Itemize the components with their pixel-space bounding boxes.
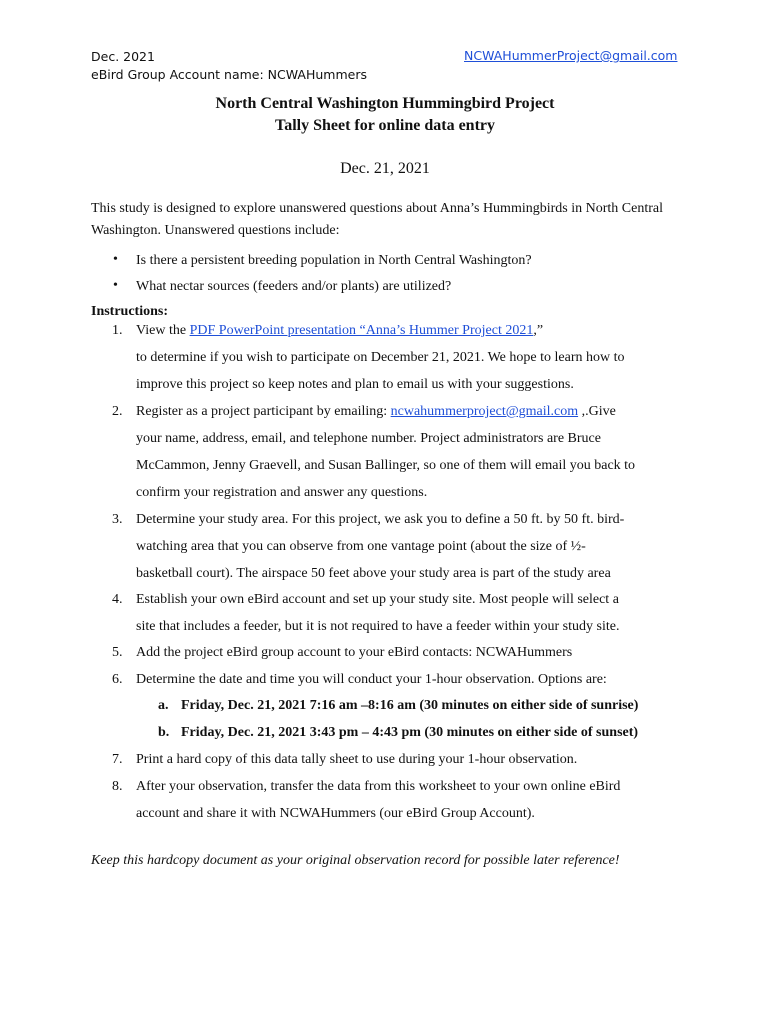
header-account-name: eBird Group Account name: NCWAHummers (91, 67, 367, 82)
instruction-line (136, 404, 616, 420)
item-number: 4. (112, 592, 123, 607)
item-number: 1. (112, 323, 123, 338)
option-letter: b. (158, 725, 170, 740)
item-number: 5. (112, 645, 123, 660)
bullet-icon: • (113, 278, 118, 293)
page-title: North Central Washington Hummingbird Project (215, 95, 555, 112)
instructions-heading: Instructions: (91, 304, 169, 319)
item-number: 8. (112, 779, 123, 794)
item-number: 3. (112, 512, 123, 527)
instruction-line: basketball court). The airspace 50 feet above your study area is part of the study area (136, 566, 611, 581)
option-sunset: Friday, Dec. 21, 2021 3:43 pm – 4:43 pm (30 minutes on either side of sunset) (181, 725, 639, 740)
instruction-line: After your observation, transfer the data from this worksheet to your own online eBird (136, 779, 621, 794)
instruction-line: your name, address, email, and telephone number. Project administrators are Bruce (136, 431, 601, 446)
item-number: 6. (112, 672, 123, 687)
instruction-line: Determine the date and time you will conduct your 1-hour observation. Options are: (136, 672, 607, 687)
option-sunrise: Friday, Dec. 21, 2021 7:16 am –8:16 am (30 minutes on either side of sunrise) (181, 698, 639, 713)
instruction-text: Register as a project participant by emailing: (136, 404, 391, 419)
option-letter: a. (158, 698, 169, 713)
header-email-link[interactable]: NCWAHummerProject@gmail.com (464, 48, 678, 63)
instruction-line: Print a hard copy of this data tally sheet to use during your 1-hour observation. (136, 752, 578, 767)
instruction-line: improve this project so keep notes and plan to email us with your suggestions. (136, 377, 574, 392)
bullet-item: Is there a persistent breeding population in North Central Washington? (136, 253, 532, 268)
instruction-text: ,.Give (578, 404, 616, 419)
instruction-line: watching area that you can observe from one vantage point (about the size of ½- (136, 539, 586, 554)
instruction-text: View the (136, 323, 190, 338)
instruction-text: ,” (533, 323, 544, 338)
instruction-line: confirm your registration and answer any questions. (136, 485, 428, 500)
instruction-line (136, 323, 543, 339)
instruction-line: Determine your study area. For this project, we ask you to define a 50 ft. by 50 ft. bird- (136, 512, 625, 527)
instruction-line: to determine if you wish to participate on December 21, 2021. We hope to learn how to (136, 350, 625, 365)
bullet-item: What nectar sources (feeders and/or plants) are utilized? (136, 279, 452, 294)
registration-email-link[interactable]: ncwahummerproject@gmail.com (390, 404, 579, 419)
presentation-link[interactable]: PDF PowerPoint presentation “Anna’s Hummer Project 2021 (189, 323, 534, 338)
page-subtitle: Tally Sheet for online data entry (274, 117, 495, 134)
item-number: 2. (112, 404, 123, 419)
instruction-line: Add the project eBird group account to your eBird contacts: NCWAHummers (136, 645, 573, 660)
instruction-line: McCammon, Jenny Graevell, and Susan Ballinger, so one of them will email you back to (136, 458, 636, 473)
header-date: Dec. 2021 (91, 49, 155, 64)
instruction-line: site that includes a feeder, but it is not required to have a feeder within your study site. (136, 619, 620, 634)
intro-paragraph: This study is designed to explore unanswered questions about Anna’s Hummingbirds in North Central Washington. Unanswered questions include: (91, 201, 663, 238)
instruction-line: account and share it with NCWAHummers (our eBird Group Account). (136, 806, 535, 821)
footer-note: Keep this hardcopy document as your original observation record for possible later reference! (91, 853, 620, 868)
item-number: 7. (112, 752, 123, 767)
instruction-line: Establish your own eBird account and set up your study site. Most people will select a (136, 592, 619, 607)
document-date: Dec. 21, 2021 (340, 160, 430, 177)
bullet-icon: • (113, 252, 118, 267)
